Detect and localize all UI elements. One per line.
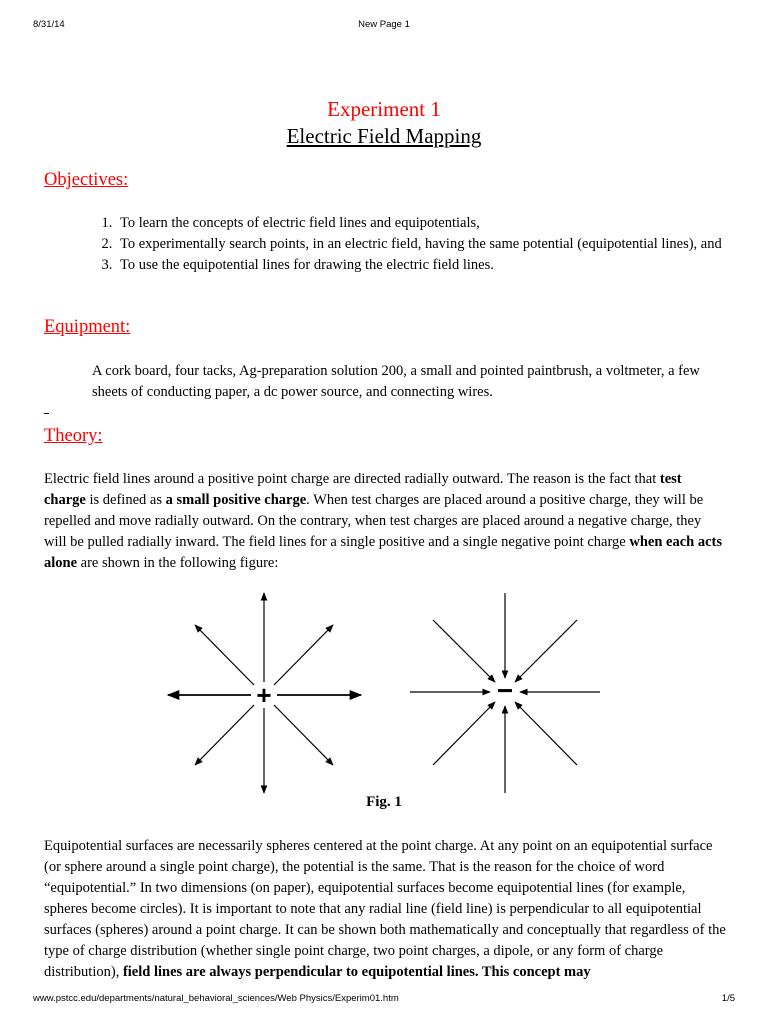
text-run: . When test charges are placed around a positive charge, they will be repelled and move radially outward. On the contrary, when test charges are placed around a negative charge, they will be pulled radially inward. The field lines for a single positive and a single negative point charge	[44, 492, 704, 550]
objective-item: 2. To experimentally search points, in an electric field, having the same potential (equipotential lines), and	[116, 234, 736, 255]
browser-print-header	[0, 19, 768, 33]
text-run: is defined as	[85, 492, 166, 508]
experiment-title: Experiment 1	[327, 97, 441, 121]
field-line-inward	[515, 702, 577, 765]
field-line-inward	[515, 620, 577, 682]
equipment-heading: Equipment:	[44, 317, 131, 337]
field-line-inward	[433, 702, 495, 765]
bold-statement-perpendicular: field lines are always perpendicular to equipotential lines. This concept may	[122, 964, 591, 980]
print-page-number: 1/5	[721, 993, 735, 1004]
objective-item: 3. To use the equipotential lines for drawing the electric field lines.	[116, 255, 736, 276]
theory-paragraph-1	[44, 469, 727, 574]
objectives-list	[92, 213, 736, 276]
bold-term-test-charge: test charge	[44, 471, 682, 508]
bold-term-small-positive-charge: a small positive charge	[165, 492, 307, 508]
field-line-outward	[195, 625, 254, 685]
text-run: are shown in the following figure:	[77, 555, 279, 571]
theory-heading: Theory:	[44, 426, 103, 446]
field-line-outward	[274, 705, 333, 765]
text-run: Equipotential surfaces are necessarily spheres centered at the point charge. At any point on an equipotential surface (or sphere around a single point charge), the potential is the same. That is the reason for the choice of word “equipotential.” In two dimensions (on paper), equipotential surfaces become equipotential lines (for example, spheres become circles). It is important to note that any radial line (field line) is perpendicular to all equipotential surfaces (spheres) around a point charge. It can be shown both mathematically and conceptually that regardless of the type of charge distribution (whether single point charge, two point charges, a dipole, or any form of charge distribution),	[44, 838, 726, 980]
field-lines-figure	[150, 585, 620, 795]
text-run: Electric field lines around a positive point charge are directed radially outward. The reason is the fact that	[44, 471, 660, 487]
field-line-outward	[274, 625, 333, 685]
browser-print-footer	[0, 993, 768, 1007]
bold-term-each-alone: when each acts alone	[44, 534, 722, 571]
positive-charge-sign: +	[256, 680, 272, 710]
print-page-title: New Page 1	[358, 19, 410, 30]
print-date: 8/31/14	[33, 19, 65, 30]
negative-charge-sign: −	[496, 675, 514, 706]
equipment-text: A cork board, four tacks, Ag-preparation solution 200, a small and pointed paintbrush, a voltmeter, a few sheets of conducting paper, a dc power source, and connecting wires.	[92, 363, 700, 400]
negative-charge-diagram	[410, 593, 600, 793]
figure-caption: Fig. 1	[366, 794, 402, 810]
print-url: www.pstcc.edu/departments/natural_behavioral_sciences/Web Physics/Experim01.htm	[33, 993, 399, 1004]
field-line-inward	[433, 620, 495, 682]
objectives-heading: Objectives:	[44, 170, 129, 190]
separator-mark	[44, 413, 49, 414]
positive-charge-diagram	[168, 593, 361, 793]
theory-paragraph-2	[44, 836, 727, 983]
field-line-outward	[195, 705, 254, 765]
objective-item: 1. To learn the concepts of electric field lines and equipotentials,	[116, 213, 736, 234]
experiment-subtitle: Electric Field Mapping	[286, 124, 482, 148]
